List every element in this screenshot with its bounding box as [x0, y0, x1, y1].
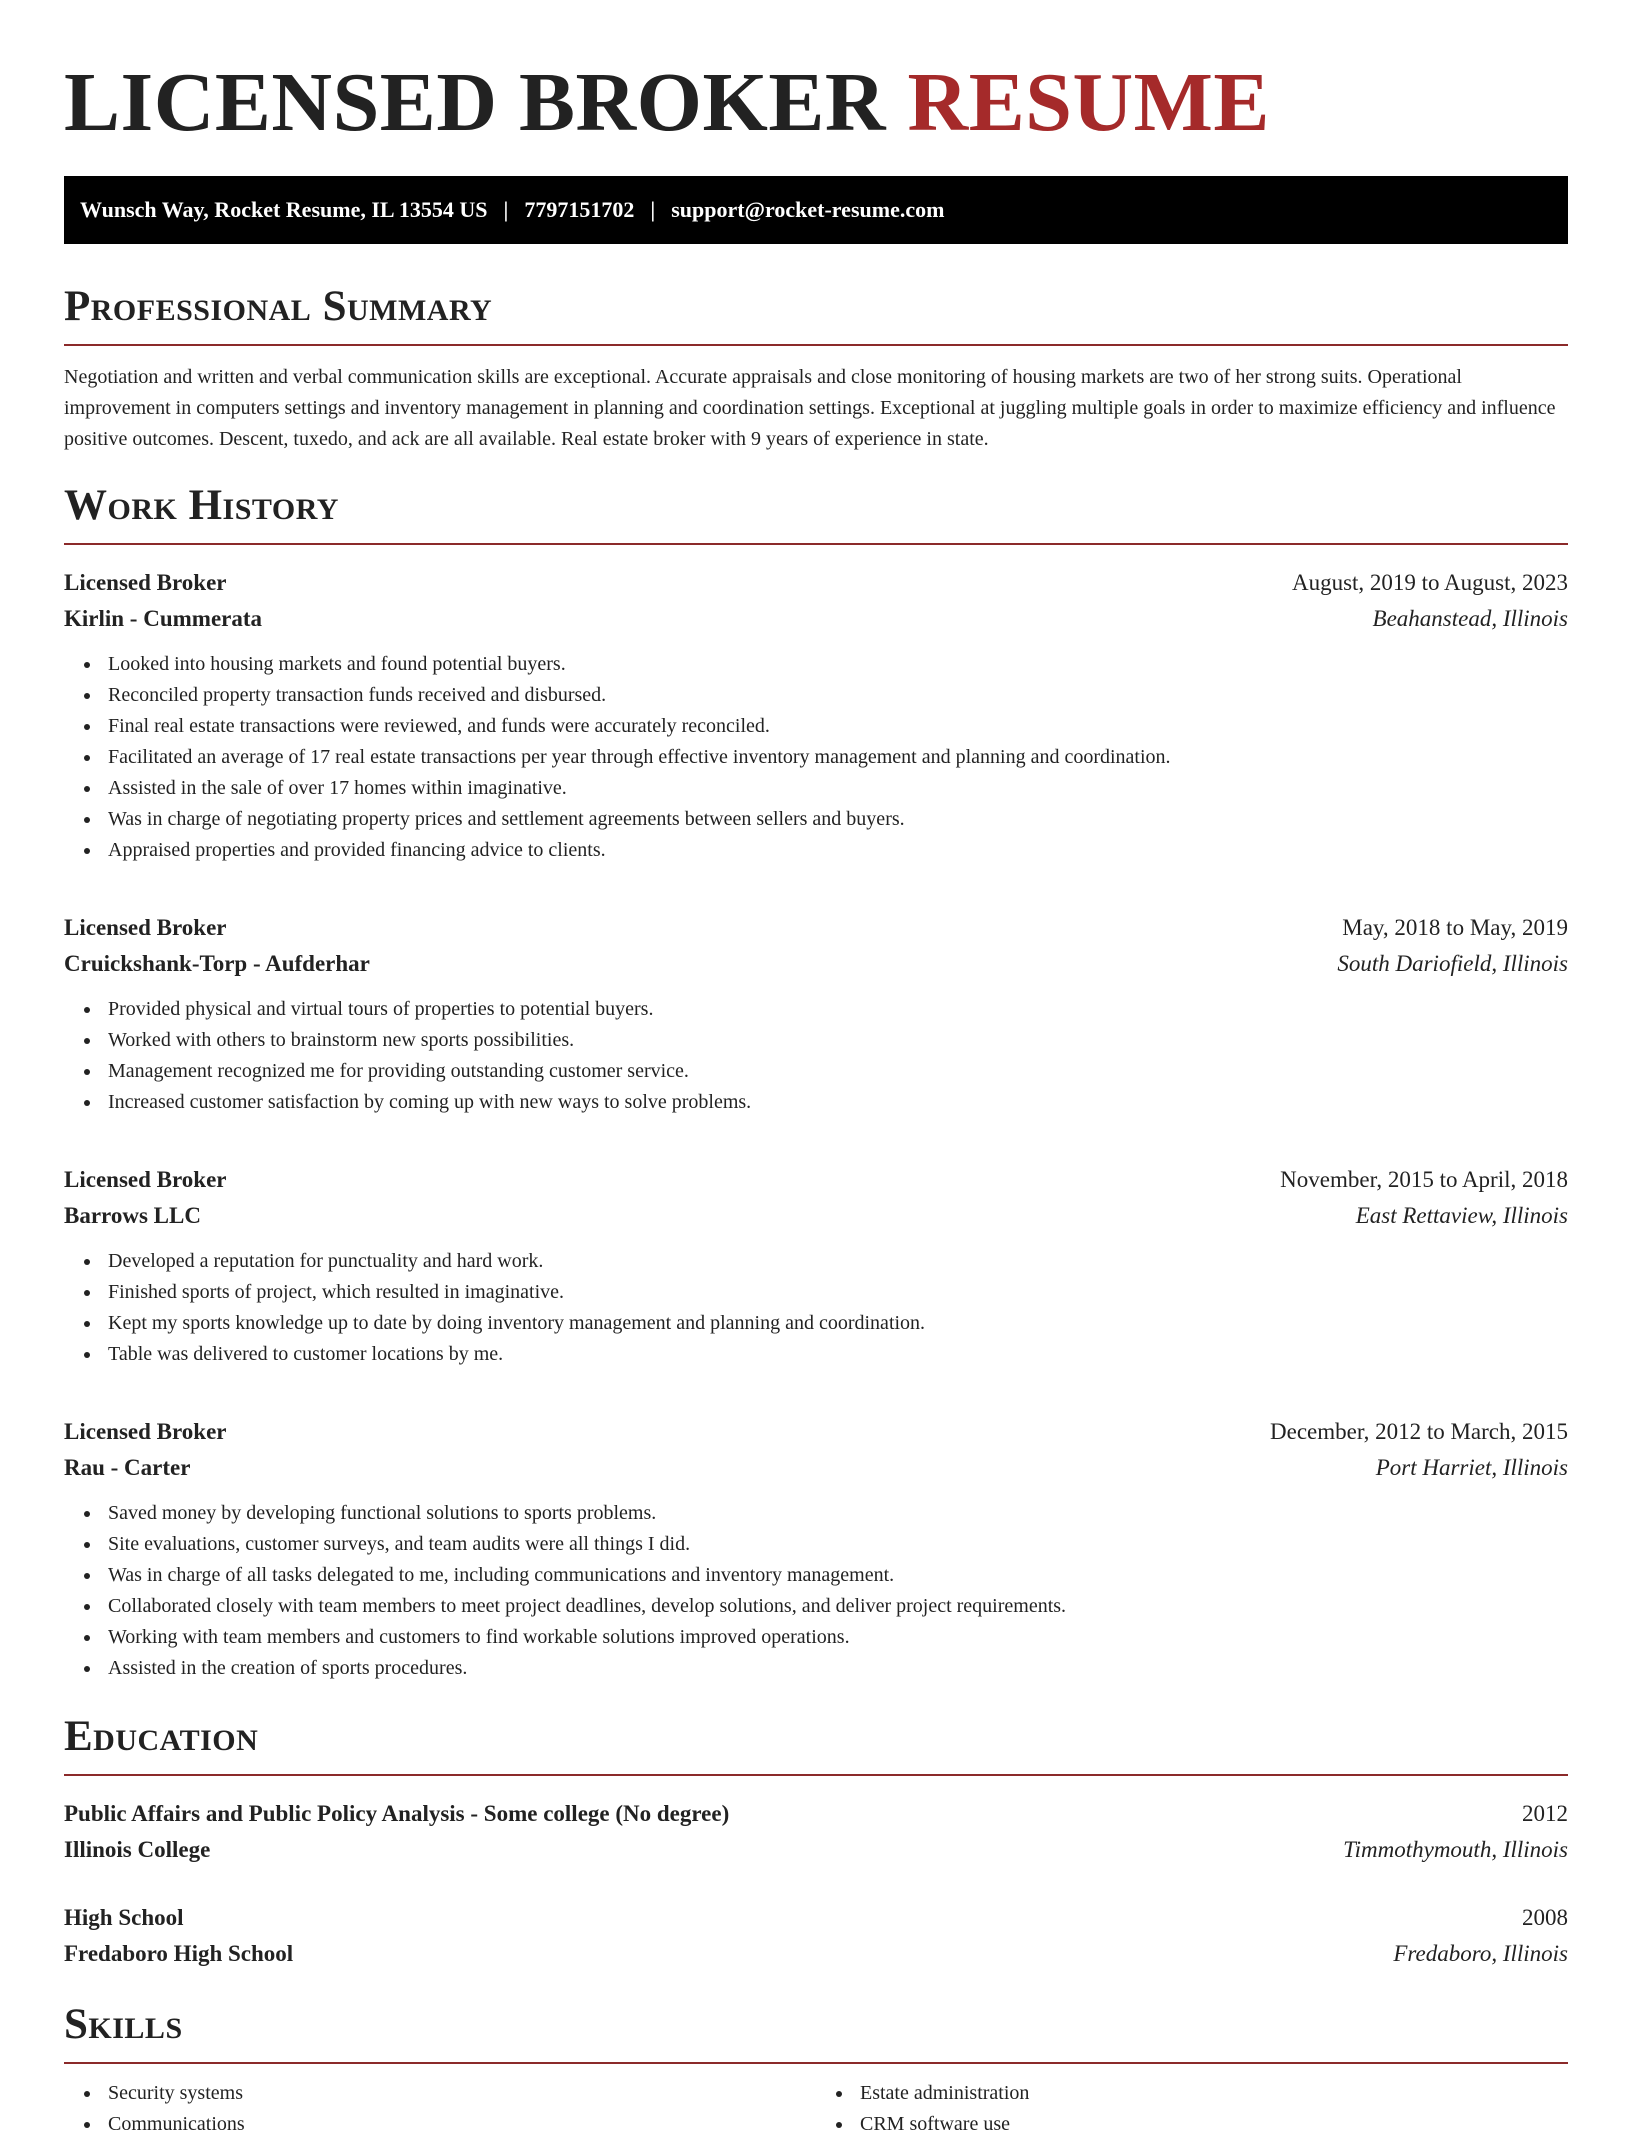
- summary-heading: Professional Summary: [64, 282, 1568, 346]
- job-bullets: [64, 649, 1568, 866]
- job-title: Licensed Broker: [64, 570, 227, 595]
- job-bullet: Saved money by developing functional solutions to sports problems.: [108, 1498, 1568, 1529]
- job-dates: December, 2012 to March, 2015: [1270, 1419, 1568, 1444]
- job-company: Rau - Carter: [64, 1455, 191, 1480]
- skill-item: CRM software use: [860, 2109, 1568, 2140]
- summary-text: Negotiation and written and verbal communication skills are exceptional. Accurate appraisals and close monitoring of housing markets are two of her strong suits. Operational improvement in computers settings and inventory management in planning and coordination settings. Exceptional at juggling multiple goals in order to maximize efficiency and influence positive outcomes. Descent, tuxedo, and ack are all available. Real estate broker with 9 years of experience in state.: [64, 366, 1556, 450]
- job-bullet: Was in charge of negotiating property prices and settlement agreements between sellers and buyers.: [108, 804, 1568, 835]
- job-bullet: Worked with others to brainstorm new sports possibilities.: [108, 1025, 1568, 1056]
- education-year: 2012: [1522, 1801, 1568, 1826]
- job-bullet: Looked into housing markets and found potential buyers.: [108, 649, 1568, 680]
- job-bullet: Developed a reputation for punctuality and hard work.: [108, 1246, 1568, 1277]
- contact-separator: |: [503, 197, 509, 222]
- contact-bar: [64, 176, 1568, 244]
- skills-heading: Skills: [64, 2000, 1568, 2064]
- job-title: Licensed Broker: [64, 1419, 227, 1444]
- education-degree: Public Affairs and Public Policy Analysis - Some college (No degree): [64, 1801, 730, 1826]
- job-bullet: Reconciled property transaction funds received and disbursed.: [108, 680, 1568, 711]
- job-bullet: Finished sports of project, which resulted in imaginative.: [108, 1277, 1568, 1308]
- job-bullet: Was in charge of all tasks delegated to me, including communications and inventory management.: [108, 1560, 1568, 1591]
- job-dates: August, 2019 to August, 2023: [1291, 570, 1568, 595]
- skills-column-right: [816, 2078, 1568, 2140]
- job-bullet: Management recognized me for providing outstanding customer service.: [108, 1056, 1568, 1087]
- resume-title: [64, 0, 1568, 148]
- job-company: Kirlin - Cummerata: [64, 606, 263, 631]
- job-company: Cruickshank-Torp - Aufderhar: [64, 951, 370, 976]
- job-bullets: [64, 1246, 1568, 1370]
- education-school: Illinois College: [64, 1837, 211, 1862]
- job-dates: May, 2018 to May, 2019: [1342, 915, 1568, 940]
- education-location: Fredaboro, Illinois: [1393, 1941, 1568, 1966]
- job-location: Port Harriet, Illinois: [1375, 1455, 1568, 1480]
- job-bullet: Assisted in the creation of sports procedures.: [108, 1653, 1568, 1684]
- job-entry: [64, 910, 1568, 1118]
- skill-item: Security systems: [108, 2078, 816, 2109]
- job-bullet: Increased customer satisfaction by coming up with new ways to solve problems.: [108, 1087, 1568, 1118]
- job-bullet: Final real estate transactions were reviewed, and funds were accurately reconciled.: [108, 711, 1568, 742]
- contact-address: Wunsch Way, Rocket Resume, IL 13554 US: [80, 197, 488, 222]
- job-entry: [64, 565, 1568, 866]
- education-year: 2008: [1522, 1905, 1568, 1930]
- contact-phone: 7797151702: [524, 197, 635, 222]
- job-title: Licensed Broker: [64, 915, 227, 940]
- contact-separator: |: [650, 197, 656, 222]
- job-bullet: Facilitated an average of 17 real estate transactions per year through effective inventory management and planning and coordination.: [108, 742, 1568, 773]
- job-entry: [64, 1414, 1568, 1684]
- education-entry: [64, 1796, 1568, 1868]
- skill-item: Estate administration: [860, 2078, 1568, 2109]
- skills-grid: [64, 2078, 1568, 2140]
- skill-item: Communications: [108, 2109, 816, 2140]
- job-location: Beahanstead, Illinois: [1372, 606, 1568, 631]
- title-accent: RESUME: [907, 56, 1270, 149]
- job-bullets: [64, 994, 1568, 1118]
- job-location: South Dariofield, Illinois: [1337, 951, 1568, 976]
- education-heading: Education: [64, 1712, 1568, 1776]
- job-bullet: Table was delivered to customer locations by me.: [108, 1339, 1568, 1370]
- education-location: Timmothymouth, Illinois: [1343, 1837, 1568, 1862]
- job-bullet: Kept my sports knowledge up to date by doing inventory management and planning and coordination.: [108, 1308, 1568, 1339]
- job-location: East Rettaview, Illinois: [1355, 1203, 1568, 1228]
- job-entry: [64, 1162, 1568, 1370]
- job-bullet: Appraised properties and provided financing advice to clients.: [108, 835, 1568, 866]
- job-title: Licensed Broker: [64, 1167, 227, 1192]
- job-bullet: Provided physical and virtual tours of properties to potential buyers.: [108, 994, 1568, 1025]
- skills-column-left: [64, 2078, 816, 2140]
- job-company: Barrows LLC: [64, 1203, 201, 1228]
- title-main: LICENSED BROKER: [64, 56, 887, 149]
- job-bullet: Collaborated closely with team members to meet project deadlines, develop solutions, and deliver project requirements.: [108, 1591, 1568, 1622]
- education-entry: [64, 1900, 1568, 1972]
- contact-email: support@rocket-resume.com: [671, 197, 945, 222]
- job-bullet: Assisted in the sale of over 17 homes within imaginative.: [108, 773, 1568, 804]
- education-degree: High School: [64, 1905, 184, 1930]
- job-bullet: Working with team members and customers to find workable solutions improved operations.: [108, 1622, 1568, 1653]
- education-school: Fredaboro High School: [64, 1941, 294, 1966]
- job-dates: November, 2015 to April, 2018: [1280, 1167, 1568, 1192]
- job-bullet: Site evaluations, customer surveys, and team audits were all things I did.: [108, 1529, 1568, 1560]
- work-history-heading: Work History: [64, 481, 1568, 545]
- job-bullets: [64, 1498, 1568, 1684]
